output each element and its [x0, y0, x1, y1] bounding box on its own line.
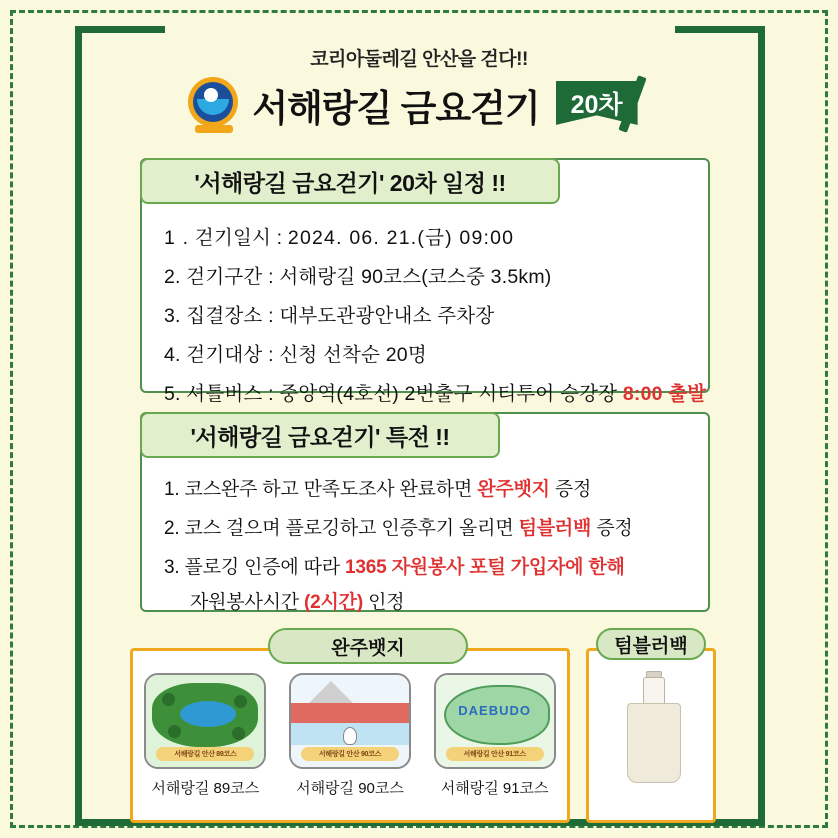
badge-item — [430, 673, 560, 798]
inner-border-top-left — [75, 26, 165, 33]
seohaerang-logo-icon — [186, 77, 242, 133]
schedule-item-label: 걷기대상 : — [186, 344, 274, 366]
badge-ribbon-label: 서해랑길 안산 89코스 — [156, 747, 254, 761]
schedule-row — [164, 222, 698, 250]
schedule-row — [164, 261, 698, 289]
schedule-item-label: 걷기일시 : — [194, 227, 283, 249]
schedule-row — [164, 339, 698, 367]
benefit-sub-highlight: (2시간) — [304, 592, 363, 613]
tumbler-bag-tab: 텀블러백 — [596, 628, 706, 660]
badge-item — [285, 673, 415, 798]
badge-ribbon-label: 서해랑길 안산 90코스 — [301, 747, 399, 761]
tumbler-bag-icon — [621, 677, 685, 787]
benefit-row — [164, 474, 698, 501]
tumbler-bag-box — [586, 648, 716, 823]
badge-caption: 서해랑길 91코스 — [440, 780, 549, 797]
benefit-item-no: 2. — [164, 518, 180, 539]
badge-label: 20차 — [570, 91, 623, 119]
benefit-sub-pre: 자원봉사시간 — [190, 592, 299, 613]
benefit-sub-row — [164, 587, 698, 614]
schedule-item-no: 5. — [164, 383, 181, 405]
benefit-item-no: 1. — [164, 479, 180, 500]
poster-header — [0, 44, 838, 133]
schedule-item-no: 1 . — [164, 227, 190, 249]
benefit-item-post: 증정 — [554, 479, 592, 500]
schedule-item-label: 걷기구간 : — [186, 266, 274, 288]
benefit-item-pre: 플로깅 인증에 따라 — [184, 557, 346, 578]
benefit-item-highlight: 1365 자원봉사 포털 가입자에 한해 — [345, 557, 625, 578]
benefit-sub-post: 인정 — [368, 592, 405, 613]
edition-badge — [556, 79, 652, 131]
page-title: 서해랑길 금요걷기 — [252, 88, 540, 129]
completion-badge-box — [130, 648, 570, 823]
benefits-panel-title: '서해랑길 금요걷기' 특전 !! — [140, 412, 500, 458]
schedule-list — [164, 222, 707, 417]
schedule-item-value: 중앙역(4호선) 2번출구 시티투어 승강장 — [279, 383, 618, 405]
badge-art-89-icon — [144, 673, 266, 769]
badge-item — [140, 673, 270, 798]
benefit-row — [164, 513, 698, 540]
schedule-item-value: 서해랑길 90코스(코스중 3.5km) — [279, 266, 552, 288]
badge-caption: 서해랑길 90코스 — [296, 780, 404, 797]
badge-art-91-icon — [434, 673, 556, 769]
badge-item-list — [133, 673, 567, 798]
schedule-item-no: 4. — [164, 344, 181, 366]
benefit-row — [164, 552, 698, 579]
schedule-panel-title: '서해랑길 금요걷기' 20차 일정 !! — [140, 158, 560, 204]
benefits-list — [164, 474, 698, 626]
header-subtitle: 코리아둘레길 안산을 걷다!! — [310, 49, 528, 70]
schedule-item-no: 2. — [164, 266, 181, 288]
benefit-item-highlight: 텀블러백 — [518, 518, 592, 539]
benefit-item-post: 증정 — [596, 518, 633, 539]
schedule-item-value: 2024. 06. 21.(금) 09:00 — [287, 227, 515, 249]
badge-art-90-icon — [289, 673, 411, 769]
badge-art-word: DAEBUDO — [458, 703, 531, 718]
benefit-item-highlight: 완주뱃지 — [477, 479, 550, 500]
schedule-item-label: 셔틀버스 : — [186, 383, 274, 405]
completion-badge-tab: 완주뱃지 — [268, 628, 468, 664]
benefit-item-pre: 코스 걸으며 플로깅하고 인증후기 올리면 — [184, 518, 519, 539]
header-title-row — [0, 77, 838, 133]
schedule-item-label: 집결장소 : — [186, 305, 274, 327]
inner-border-top-right — [675, 26, 765, 33]
badge-ribbon-label: 서해랑길 안산 91코스 — [446, 747, 544, 761]
schedule-item-value: 대부도관광안내소 주차장 — [279, 305, 495, 327]
schedule-item-no: 3. — [164, 305, 181, 327]
schedule-row — [164, 300, 698, 328]
benefit-item-no: 3. — [164, 557, 180, 578]
schedule-row — [164, 378, 707, 406]
badge-caption: 서해랑길 89코스 — [151, 780, 260, 797]
benefit-item-pre: 코스완주 하고 만족도조사 완료하면 — [184, 479, 478, 500]
shuttle-departure-highlight: 8:00 출발 — [622, 383, 707, 405]
schedule-item-value: 신청 선착순 20명 — [279, 344, 427, 366]
